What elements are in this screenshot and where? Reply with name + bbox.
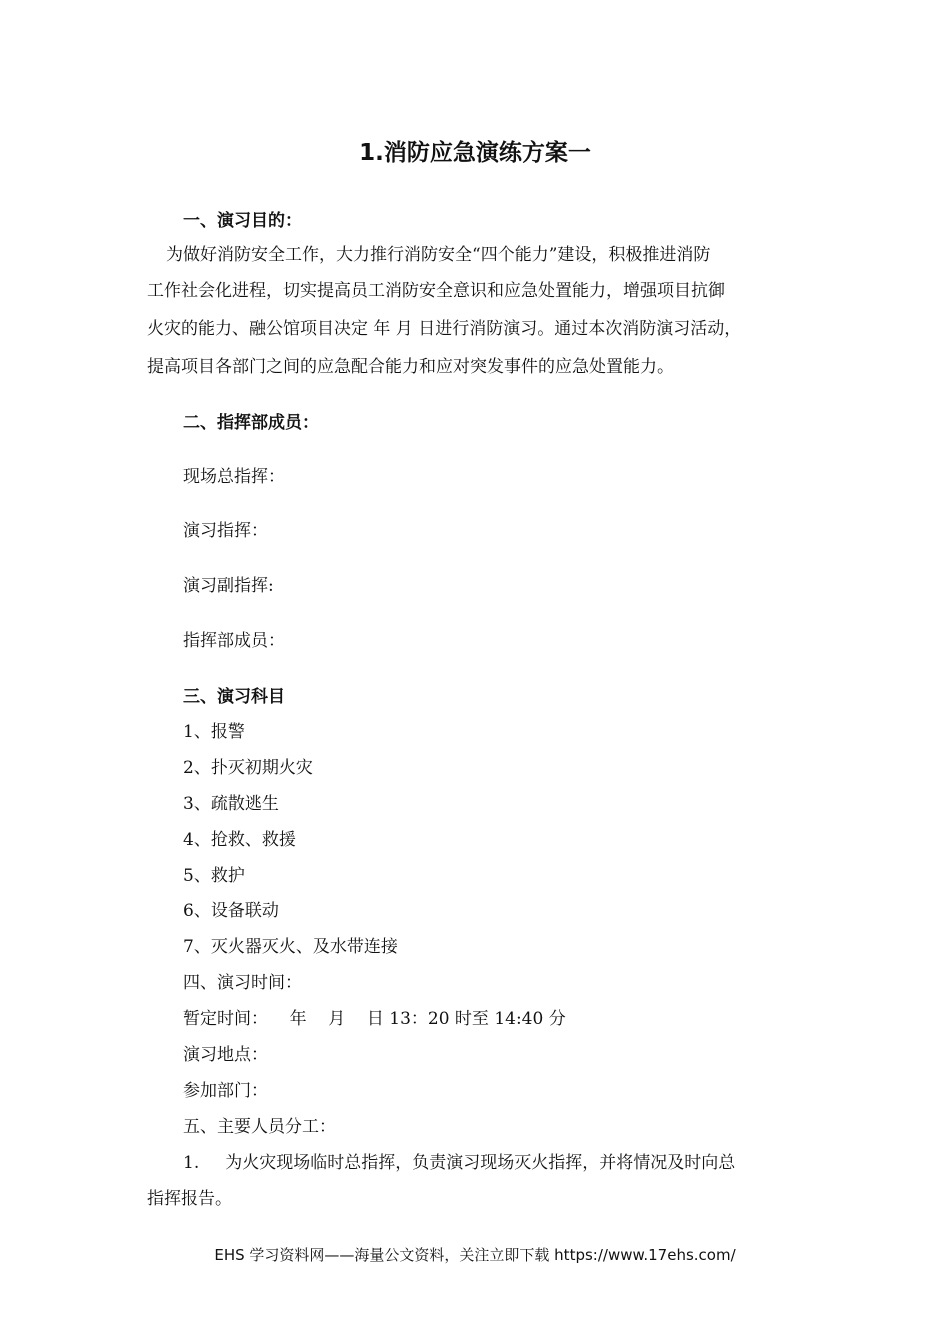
section-heading-command: 二、指挥部成员： (183, 413, 319, 433)
section-heading-subjects: 三、演习科目 (183, 687, 285, 707)
list-item: 5、救护 (183, 866, 245, 886)
list-item: 演习指挥： (183, 521, 268, 541)
section-heading-time: 四、演习时间： (183, 973, 302, 993)
list-item: 6、设备联动 (183, 901, 279, 921)
list-item: 指挥部成员： (183, 631, 285, 651)
list-item: 7、灭火器灭火、及水带连接 (183, 937, 398, 957)
role-item (183, 1148, 735, 1173)
participating-departments: 参加部门： (183, 1081, 268, 1101)
paragraph-line: 火灾的能力、融公馆项目决定 年 月 日进行消防演习。通过本次消防演习活动， (147, 319, 742, 339)
drill-time: 暂定时间： 年 月 日 13：20 时至 14:40 分 (183, 1009, 566, 1029)
role-item-continuation: 指挥报告。 (147, 1189, 232, 1209)
document-title: 1.消防应急演练方案一 (359, 140, 591, 166)
list-item: 1、报警 (183, 722, 245, 742)
list-item: 演习副指挥: (183, 576, 274, 596)
paragraph-line: 为做好消防安全工作，大力推行消防安全“四个能力”建设，积极推进消防 (166, 245, 711, 265)
page-footer: EHS 学习资料网——海量公文资料，关注立即下载 https://www.17ehs.com/ (214, 1246, 736, 1264)
list-item: 3、疏散逃生 (183, 794, 279, 814)
role-item-text: 为火灾现场临时总指挥，负责演习现场灭火指挥，并将情况及时向总 (225, 1153, 736, 1173)
list-item: 4、抢救、救援 (183, 830, 296, 850)
paragraph-line: 提高项目各部门之间的应急配合能力和应对突发事件的应急处置能力。 (147, 357, 674, 377)
list-item: 2、扑灭初期火灾 (183, 758, 313, 778)
list-item: 现场总指挥： (183, 467, 285, 487)
paragraph-line: 工作社会化进程，切实提高员工消防安全意识和应急处置能力，增强项目抗御 (147, 281, 725, 301)
section-heading-roles: 五、主要人员分工： (183, 1117, 336, 1137)
section-heading-purpose: 一、演习目的： (183, 211, 302, 231)
drill-place: 演习地点： (183, 1045, 268, 1065)
role-item-number: 1. (183, 1153, 200, 1173)
